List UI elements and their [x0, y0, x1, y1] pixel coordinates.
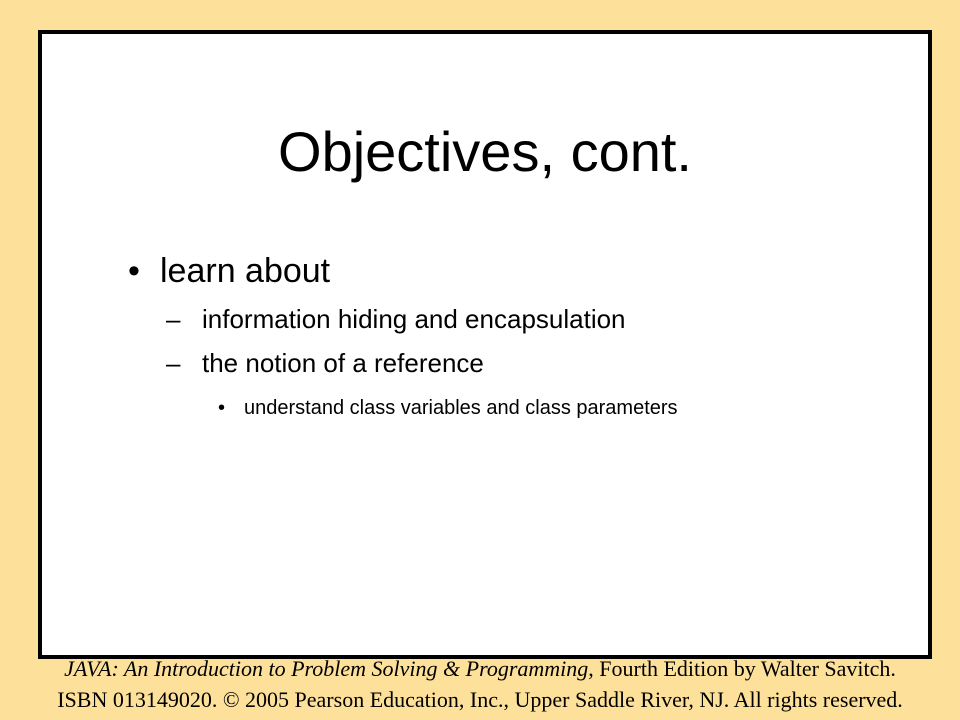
sub-bullet-item: [166, 306, 626, 332]
dash-marker: –: [166, 348, 181, 378]
dash-marker: –: [166, 304, 181, 334]
sub-bullet-text: the notion of a reference: [202, 348, 484, 378]
sub-bullet-text: information hiding and encapsulation: [202, 304, 626, 334]
sub-bullet-item: [166, 350, 484, 376]
footer-line-1: [0, 653, 960, 684]
footer-citation: [0, 653, 960, 715]
footer-line-2: ISBN 013149020. © 2005 Pearson Education, Inc., Upper Saddle River, NJ. All rights reserved.: [57, 687, 903, 712]
book-title: JAVA: An Introduction to Problem Solving & Programming: [64, 656, 589, 681]
bullet-item: [128, 254, 330, 288]
edition-author: , Fourth Edition by Walter Savitch.: [588, 656, 896, 681]
slide-panel: [38, 30, 932, 659]
slide-title: Objectives, cont.: [278, 120, 692, 183]
bullet-marker: •: [218, 397, 226, 419]
bullet-marker: •: [128, 252, 140, 290]
sub-sub-bullet-text: understand class variables and class parameters: [244, 397, 678, 419]
bullet-text: learn about: [160, 252, 331, 290]
sub-sub-bullet-item: [218, 398, 678, 418]
